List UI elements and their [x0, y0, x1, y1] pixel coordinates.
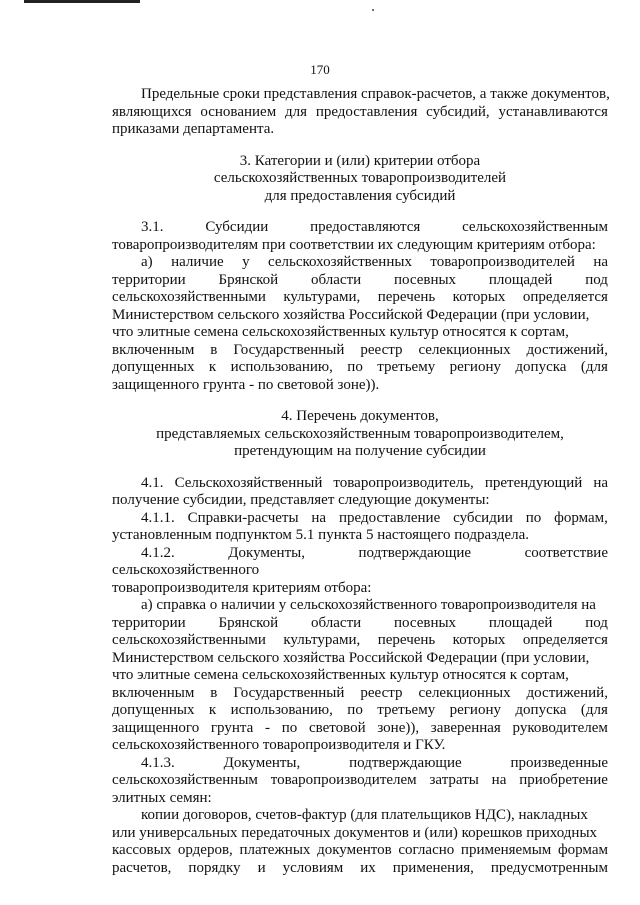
- page-number: 170: [310, 62, 330, 77]
- section3-title-2: сельскохозяйственных товаропроизводителей: [213, 170, 507, 186]
- word: допуска: [515, 702, 567, 718]
- word: 4.1.: [141, 474, 164, 491]
- section4-title-1: 4. Перечень документов,: [281, 408, 439, 424]
- word: порядку: [188, 859, 241, 876]
- word: устанавливаются: [498, 103, 608, 120]
- word: селекционных: [418, 684, 511, 701]
- word: и: [257, 859, 266, 876]
- word: Предельные сроки представления справок-расчетов, а также документов,: [141, 86, 610, 102]
- word: в: [210, 684, 218, 701]
- word: по: [347, 702, 363, 718]
- word: по: [525, 509, 542, 526]
- word: ордеров,: [177, 842, 233, 858]
- word: наличие: [171, 254, 224, 270]
- pa2-line-4: Министерством сельского хозяйства Российской Федерации (при условии,: [112, 649, 590, 666]
- word: по: [347, 359, 363, 375]
- pa-line-8: защищенного грунта - по световой зоне)).: [112, 376, 380, 393]
- word: формам: [557, 842, 608, 858]
- word: включенным: [112, 684, 195, 701]
- word: достижений,: [526, 341, 608, 358]
- p41-line-2: получение субсидии, представляет следующие документы:: [112, 492, 490, 508]
- intro-line-1: [112, 86, 608, 104]
- copies-line-2: или универсальных передаточных документов и (или) корешков приходных: [112, 824, 598, 841]
- pa-line-6: [112, 342, 608, 360]
- word: сельскохозяйственным: [462, 219, 608, 235]
- word: Справки-расчеты: [187, 509, 299, 526]
- word: реестр: [360, 684, 403, 701]
- word: сельскохозяйственными: [112, 632, 266, 648]
- word: Сельскохозяйственный: [174, 474, 323, 491]
- word: сельскохозяйственных: [268, 254, 412, 270]
- word: приобретение: [519, 772, 608, 788]
- word: расчетов,: [112, 859, 172, 876]
- word: Государственный: [233, 684, 345, 701]
- word: культурами,: [283, 632, 361, 648]
- word: третьему: [377, 359, 436, 375]
- scan-dot: [372, 9, 374, 11]
- p413-line-2: [112, 772, 608, 790]
- word: платежных: [239, 842, 311, 858]
- word: (для: [580, 359, 608, 375]
- word: у: [242, 254, 250, 270]
- word: предоставление: [338, 509, 441, 526]
- word: Брянской: [218, 614, 279, 631]
- word: под: [585, 614, 608, 631]
- word: произведенные: [510, 754, 608, 771]
- word: допуска: [515, 359, 567, 375]
- p31-line-1: [112, 219, 608, 237]
- pa2-line-1: а) справка о наличии у сельскохозяйственного товаропроизводителя на: [141, 597, 596, 613]
- word: зоне)),: [377, 719, 420, 736]
- word: площадей: [488, 614, 553, 631]
- word: формам,: [554, 509, 608, 526]
- word: заверенная: [430, 719, 501, 736]
- pa-line-5: что элитные семена сельскохозяйственных культур относятся к сортам,: [112, 324, 569, 340]
- word: использованию,: [230, 702, 333, 718]
- pa2-line-8: [112, 720, 608, 738]
- word: Субсидии: [205, 219, 269, 235]
- word: определяется: [522, 289, 608, 305]
- word: световой: [308, 719, 366, 736]
- word: области: [311, 271, 362, 288]
- pa-line-3: [112, 289, 608, 307]
- word: грунта: [210, 719, 254, 736]
- word: на: [593, 254, 608, 270]
- word: 4.1.3.: [141, 754, 175, 771]
- section4-title-2: представляемых сельскохозяйственным товаропроизводителем,: [156, 425, 564, 442]
- section3-title-1: 3. Категории и (или) критерии отбора: [239, 152, 481, 169]
- word: селекционных: [418, 341, 511, 358]
- word: подтверждающие: [349, 754, 462, 771]
- p412-line-1: 4.1.2. Документы, подтверждающие соответствие сельскохозяйственного: [112, 544, 608, 578]
- word: товаропроизводителей: [430, 254, 575, 270]
- word: на: [311, 509, 327, 526]
- pa2-line-3: [112, 632, 608, 650]
- word: территории: [112, 614, 186, 631]
- intro-line-2: [112, 104, 608, 122]
- word: перечень: [377, 289, 436, 305]
- word: документов: [317, 842, 392, 858]
- word: субсидий,: [426, 103, 490, 120]
- word: являющихся: [112, 103, 192, 120]
- intro-line-3: приказами департамента.: [112, 121, 275, 137]
- word: Государственный: [233, 341, 345, 358]
- pa2-line-5: что элитные семена сельскохозяйственных культур относятся к сортам,: [112, 667, 569, 683]
- word: кассовых: [112, 842, 172, 858]
- word: а): [141, 254, 153, 270]
- word: использованию,: [230, 359, 333, 375]
- p412-line-2: товаропроизводителя критериям отбора:: [112, 579, 372, 596]
- p41-line-1: [112, 475, 608, 493]
- word: определяется: [522, 632, 608, 648]
- p413-line-1: [112, 755, 608, 773]
- pa-line-4: Министерством сельского хозяйства Российской Федерации (при условии,: [112, 306, 590, 323]
- pa2-line-9: сельскохозяйственного товаропроизводителя и ГКУ.: [112, 737, 446, 753]
- word: посевных: [393, 614, 457, 631]
- word: согласно: [398, 842, 455, 858]
- word: к: [208, 359, 217, 375]
- header-rule: [24, 0, 140, 3]
- pa2-line-7: [112, 702, 608, 720]
- word: предусмотренным: [490, 859, 608, 876]
- copies-line-3: [112, 842, 608, 860]
- word: реестр: [360, 341, 403, 358]
- section3-title-3: для предоставления субсидий: [264, 187, 456, 204]
- p411-line-1: [112, 510, 608, 528]
- word: для: [284, 103, 308, 120]
- word: 3.1.: [141, 219, 164, 235]
- word: территории: [112, 271, 186, 288]
- word: основанием: [200, 103, 277, 120]
- pa-line-7: [112, 359, 608, 377]
- p413-line-3: элитных семян:: [112, 789, 212, 806]
- word: в: [210, 341, 218, 358]
- word: под: [585, 271, 608, 288]
- word: посевных: [393, 271, 457, 288]
- word: товаропроизводителем: [270, 772, 417, 788]
- pa2-line-2: [112, 615, 608, 633]
- word: сельскохозяйственными: [112, 289, 266, 305]
- word: Брянской: [218, 271, 279, 288]
- copies-line-4: [112, 860, 608, 878]
- word: допущенных: [112, 359, 195, 375]
- p411-line-2: установленным подпунктом 5.1 пункта 5 настоящего подраздела.: [112, 527, 529, 543]
- word: третьему: [377, 702, 436, 718]
- word: площадей: [488, 271, 553, 288]
- word: условиям: [282, 859, 344, 876]
- word: которых: [452, 632, 506, 648]
- word: (для: [580, 702, 608, 718]
- section4-title-3: претендующим на получение субсидии: [234, 443, 486, 459]
- pa-line-1: [112, 254, 608, 272]
- word: допущенных: [112, 702, 195, 718]
- word: по: [281, 719, 298, 736]
- word: региону: [449, 359, 501, 375]
- word: которых: [452, 289, 506, 305]
- pa-line-2: [112, 272, 608, 290]
- word: к: [208, 702, 217, 718]
- document-body: [112, 86, 608, 877]
- word: на: [491, 772, 507, 788]
- word: -: [265, 719, 270, 736]
- word: применения,: [392, 859, 474, 876]
- word: защищенного: [112, 719, 200, 736]
- word: товаропроизводитель,: [333, 474, 474, 491]
- word: 4.1.1.: [141, 509, 175, 526]
- word: перечень: [377, 632, 436, 648]
- word: включенным: [112, 341, 195, 358]
- word: сельскохозяйственным: [112, 772, 258, 788]
- word: руководителем: [512, 719, 608, 736]
- word: культурами,: [283, 289, 361, 305]
- word: области: [311, 614, 362, 631]
- p31-line-2: товаропроизводителям при соответствии их следующим критериям отбора:: [112, 236, 596, 253]
- word: Документы,: [223, 754, 301, 771]
- word: достижений,: [526, 684, 608, 701]
- word: предоставляются: [310, 219, 421, 235]
- word: субсидии: [453, 509, 513, 526]
- word: претендующий: [484, 474, 583, 491]
- word: на: [593, 474, 608, 491]
- word: применяемым: [460, 842, 552, 858]
- word: предоставления: [315, 103, 418, 120]
- word: затраты: [429, 772, 479, 788]
- pa2-line-6: [112, 685, 608, 703]
- copies-line-1: копии договоров, счетов-фактур (для плательщиков НДС), накладных: [141, 807, 588, 823]
- word: региону: [449, 702, 501, 718]
- word: их: [360, 859, 376, 876]
